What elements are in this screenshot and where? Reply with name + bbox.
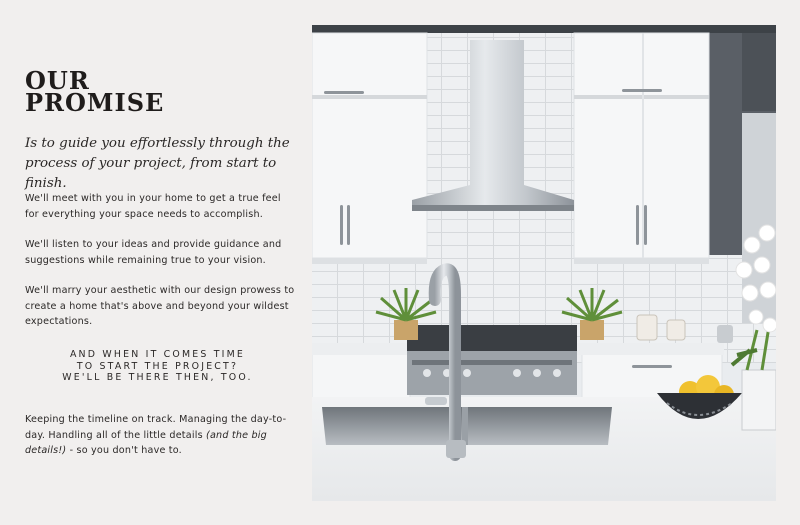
kitchen-photo xyxy=(312,25,776,501)
page-title xyxy=(25,66,165,117)
closing-emphasis: (and the big details!) xyxy=(25,429,267,456)
upper-cabinet-left xyxy=(312,33,427,258)
upper-cabinet-right xyxy=(574,33,709,258)
canister xyxy=(637,315,657,340)
cta-line-3: WE'LL BE THERE THEN, TOO. xyxy=(62,372,253,383)
cta-line-2: TO START THE PROJECT? xyxy=(76,360,239,372)
title-line-1: OUR xyxy=(25,66,90,95)
cta-callout xyxy=(25,349,290,384)
subheading: Is to guide you effortlessly through the process of your project, from start to finish. xyxy=(25,136,290,191)
cta-line-1: AND WHEN IT COMES TIME xyxy=(69,349,246,360)
kitchen-illustration xyxy=(312,25,776,501)
promise-panel xyxy=(0,0,300,525)
paragraph-marry: We'll marry your aesthetic with our design prowess to create a home that's above and beyond your wildest expectations. xyxy=(25,285,295,327)
paragraph-meet: We'll meet with you in your home to get a true feel for everything your space needs to accomplish. xyxy=(25,193,281,220)
paragraph-listen: We'll listen to your ideas and provide guidance and suggestions while remaining true to your vision. xyxy=(25,239,282,266)
closing-text: Keeping the timeline on track. Managing the day-to-day. Handling all of the little details xyxy=(25,414,287,441)
lower-cabinet-left xyxy=(312,353,410,398)
closing-paragraph xyxy=(25,412,295,459)
ceiling xyxy=(312,25,776,33)
title-line-2: PROMISE xyxy=(25,88,165,117)
cabinet-handle xyxy=(324,91,364,94)
closing-end: - so you don't have to. xyxy=(66,445,182,456)
